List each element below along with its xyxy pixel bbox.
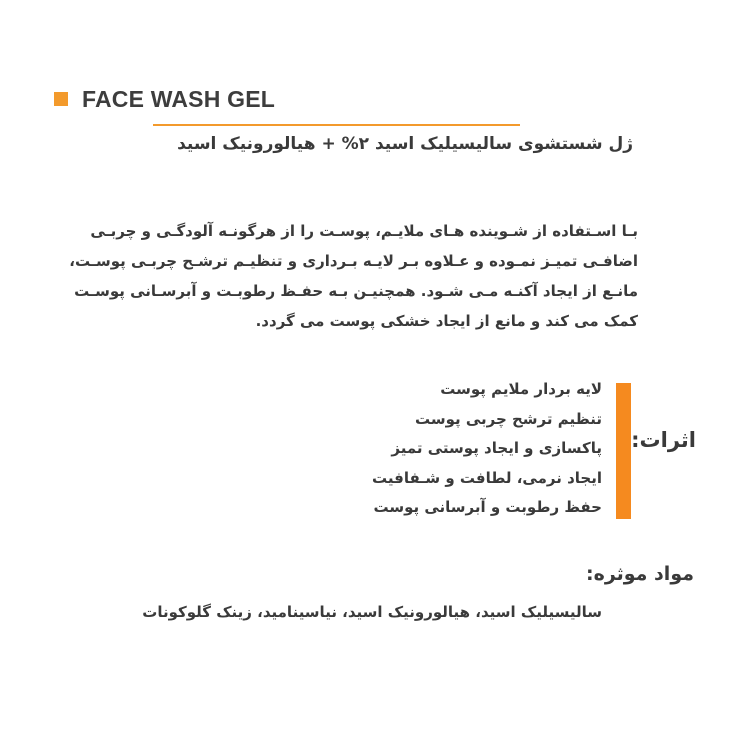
description-line: اضافـی تمیـز نمـوده و عـلاوه بـر لایـه بـرداری و تنظیـم ترشـح چربـی پوسـت،: [69, 252, 638, 270]
effects-item: تنظیم ترشح چربی پوست: [414, 409, 602, 428]
description-line: بـا اسـتفاده از شـوینده هـای ملایـم، پوسـت را از هرگونـه آلودگـی و چربـی: [90, 222, 638, 240]
ingredients-text: سالیسیلیک اسید، هیالورونیک اسید، نیاسینامید، زینک گلوکونات: [142, 603, 602, 621]
effects-list: [372, 375, 602, 523]
header-accent-square: [54, 92, 68, 106]
effects-accent-bar: [616, 383, 631, 519]
product-subtitle: ژل شستشوی سالیسیلیک اسید ۲% + هیالورونیک اسید: [177, 134, 633, 154]
effects-item: پاکسازی و ایجاد پوستی تمیز: [391, 439, 602, 457]
effects-item: ایجاد نرمی، لطافت و شـفافیت: [372, 468, 602, 487]
description-line: کمک می کند و مانع از ایجاد خشکی پوست می گردد.: [255, 312, 638, 330]
effects-item: حفظ رطوبت و آبرسانی پوست: [373, 498, 602, 516]
effects-item: لایه بردار ملایم پوست: [440, 380, 602, 398]
product-description: [69, 216, 638, 336]
ingredients-heading: مواد موثره:: [586, 563, 694, 585]
title-underline: [153, 124, 520, 126]
product-title: FACE WASH GEL: [82, 86, 276, 112]
effects-heading: اثرات:: [631, 428, 696, 452]
description-line: مانـع از ایجاد آکنـه مـی شـود. همچنیـن بـه حفـظ رطوبـت و آبرسـانی پوسـت: [74, 282, 638, 300]
